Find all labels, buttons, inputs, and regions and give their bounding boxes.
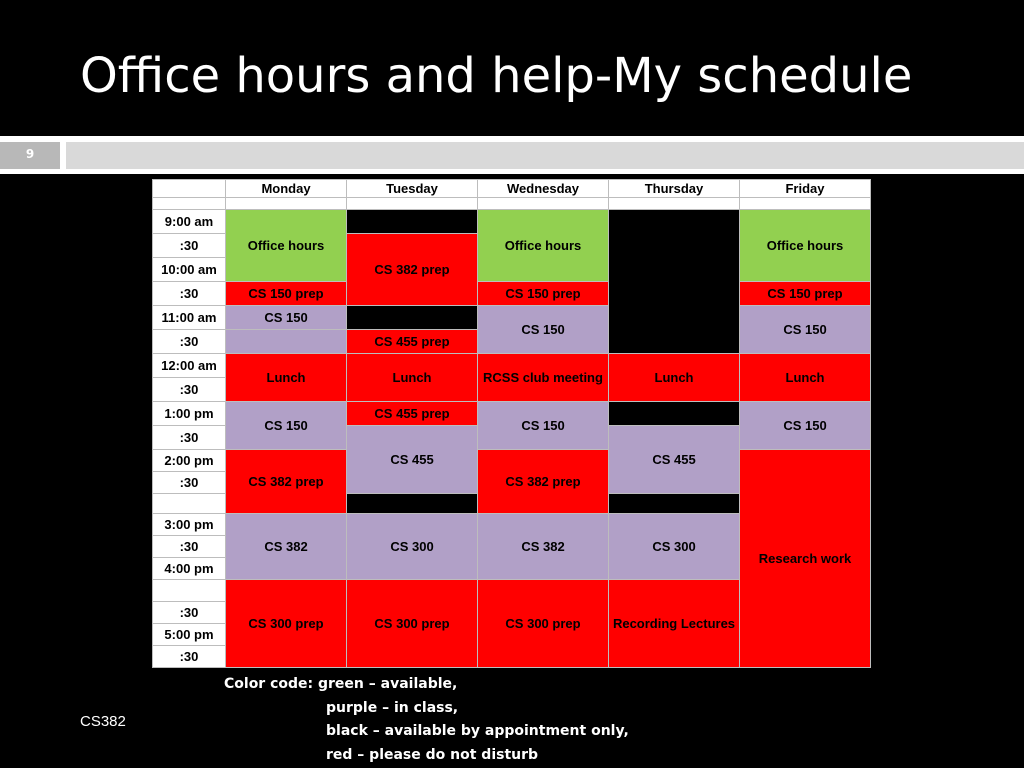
slot-wednesday-office-hours: Office hours xyxy=(478,210,609,282)
day-header-friday: Friday xyxy=(740,180,871,198)
slot-tuesday-appointment xyxy=(347,306,478,330)
slot-tuesday-cs455-prep: CS 455 prep xyxy=(347,330,478,354)
slide-number: 9 xyxy=(0,142,60,169)
time-label: :30 xyxy=(153,378,226,402)
time-label: 1:00 pm xyxy=(153,402,226,426)
time-label: 5:00 pm xyxy=(153,624,226,646)
schedule-table xyxy=(152,179,871,668)
slot-wednesday-cs300-prep: CS 300 prep xyxy=(478,580,609,668)
slot-friday-cs150: CS 150 xyxy=(740,306,871,354)
time-label: 9:00 am xyxy=(153,210,226,234)
time-label: 2:00 pm xyxy=(153,450,226,472)
spacer-cell xyxy=(153,198,226,210)
footer-course-code: CS382 xyxy=(80,713,126,730)
slot-thursday-cs455: CS 455 xyxy=(609,426,740,494)
slot-wednesday-cs150-prep: CS 150 prep xyxy=(478,282,609,306)
day-header-tuesday: Tuesday xyxy=(347,180,478,198)
slot-thursday-appointment xyxy=(609,210,740,354)
legend-line-3: black – available by appointment only, xyxy=(326,723,629,739)
slot-wednesday-cs150: CS 150 xyxy=(478,402,609,450)
spacer-cell xyxy=(226,198,347,210)
slot-friday-lunch: Lunch xyxy=(740,354,871,402)
slide-title: Office hours and help-My schedule xyxy=(80,48,913,104)
time-label xyxy=(153,494,226,514)
spacer-cell xyxy=(347,198,478,210)
spacer-cell xyxy=(609,198,740,210)
time-label: :30 xyxy=(153,330,226,354)
slot-tuesday-cs455: CS 455 xyxy=(347,426,478,494)
slot-tuesday-lunch: Lunch xyxy=(347,354,478,402)
slot-thursday-lunch: Lunch xyxy=(609,354,740,402)
slot-monday-cs150: CS 150 xyxy=(226,306,347,330)
time-label xyxy=(153,580,226,602)
time-label: :30 xyxy=(153,282,226,306)
spacer-cell xyxy=(740,198,871,210)
slot-wednesday-cs150: CS 150 xyxy=(478,306,609,354)
slot-friday-cs150: CS 150 xyxy=(740,402,871,450)
slot-monday-lunch: Lunch xyxy=(226,354,347,402)
day-header-monday: Monday xyxy=(226,180,347,198)
time-label: :30 xyxy=(153,602,226,624)
time-label: 11:00 am xyxy=(153,306,226,330)
slot-friday-research-work: Research work xyxy=(740,450,871,668)
slot-tuesday-cs300-prep: CS 300 prep xyxy=(347,580,478,668)
time-label: 10:00 am xyxy=(153,258,226,282)
slot-monday-cs150-prep: CS 150 prep xyxy=(226,282,347,306)
slot-monday-office-hours: Office hours xyxy=(226,210,347,282)
time-label: :30 xyxy=(153,536,226,558)
time-label: :30 xyxy=(153,646,226,668)
slot-wednesday-cs382: CS 382 xyxy=(478,514,609,580)
slot-wednesday-rcss-club: RCSS club meeting xyxy=(478,354,609,402)
slot-tuesday-cs382-prep: CS 382 prep xyxy=(347,234,478,306)
slot-thursday-appointment xyxy=(609,402,740,426)
legend-line-1: Color code: green – available, xyxy=(224,676,458,692)
day-header-thursday: Thursday xyxy=(609,180,740,198)
time-label: :30 xyxy=(153,234,226,258)
slot-thursday-recording-lectures: Recording Lectures xyxy=(609,580,740,668)
slot-tuesday-appointment xyxy=(347,210,478,234)
slot-monday-cs382: CS 382 xyxy=(226,514,347,580)
legend-line-2: purple – in class, xyxy=(326,700,459,716)
slot-monday-cs150: CS 150 xyxy=(226,402,347,450)
slot-monday-class xyxy=(226,330,347,354)
slot-monday-cs382-prep: CS 382 prep xyxy=(226,450,347,514)
legend-line-4: red – please do not disturb xyxy=(326,747,539,763)
header-bar xyxy=(66,142,1024,169)
time-label: 3:00 pm xyxy=(153,514,226,536)
time-label: :30 xyxy=(153,472,226,494)
slot-tuesday-appointment xyxy=(347,494,478,514)
slot-friday-office-hours: Office hours xyxy=(740,210,871,282)
time-label: 4:00 pm xyxy=(153,558,226,580)
day-header-wednesday: Wednesday xyxy=(478,180,609,198)
slot-friday-cs150-prep: CS 150 prep xyxy=(740,282,871,306)
slot-tuesday-cs300: CS 300 xyxy=(347,514,478,580)
time-label: :30 xyxy=(153,426,226,450)
slot-wednesday-cs382-prep: CS 382 prep xyxy=(478,450,609,514)
spacer-cell xyxy=(478,198,609,210)
slot-thursday-appointment xyxy=(609,494,740,514)
slot-tuesday-cs455-prep: CS 455 prep xyxy=(347,402,478,426)
corner-cell xyxy=(153,180,226,198)
slot-thursday-cs300: CS 300 xyxy=(609,514,740,580)
time-label: 12:00 am xyxy=(153,354,226,378)
slot-monday-cs300-prep: CS 300 prep xyxy=(226,580,347,668)
